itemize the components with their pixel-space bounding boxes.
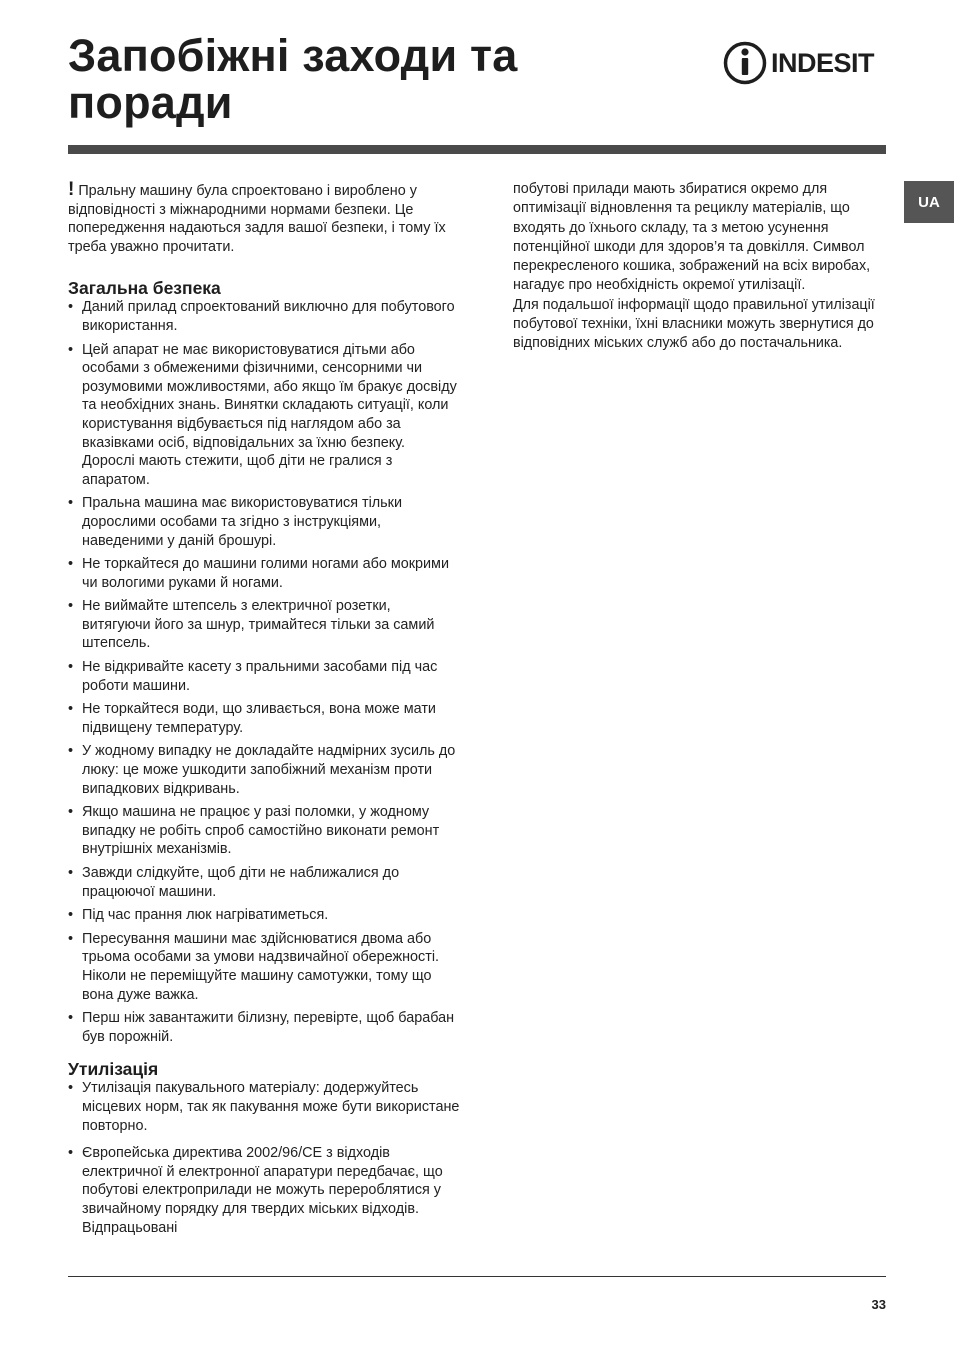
brand-logo <box>723 40 886 86</box>
list-item: • Не торкайтеся до машини голими ногами або мокрими чи вологими руками й ногами. <box>68 555 460 592</box>
disposal-continuation: побутові прилади мають збиратися окремо для оптимізації відновлення та рециклу матеріалів, що входять до їхнього складу, та з метою усунення потенційної шкоди для здоров’я та довкілля. Символ перекресленого кошика, зображений на всіх виробах, нагадує про необхідність окремої утилізації. <box>513 181 871 294</box>
list-item: • Утилізація пакувального матеріалу: додержуйтесь місцевих норм, так як пакування може бути використане повторно. <box>68 1079 460 1135</box>
header-divider <box>68 145 886 154</box>
list-item: • Не відкривайте касету з пральними засобами під час роботи машини. <box>68 658 460 695</box>
page-title-line-1: Запобіжні заходи та <box>68 30 518 81</box>
disposal-list <box>68 1079 460 1237</box>
list-item: • У жодному випадку не докладайте надмірних зусиль до люку: це може ушкодити запобіжний механізм проти випадкових відкривань. <box>68 742 460 798</box>
brand-logo-i-icon <box>723 41 767 85</box>
right-column <box>513 180 883 354</box>
list-item: • Під час прання люк нагріватиметься. <box>68 906 460 925</box>
list-item: • Цей апарат не має використовуватися дітьми або особами з обмеженими фізичними, сенсорними чи розумовими можливостями, або якщо їм бракує досвіду та необхідних знань. Винятки складають ситуації, коли користування відбувається під наглядом або за вказівками осіб, відповідальних за їхню безпеку. Дорослі мають стежити, щоб діти не гралися з апаратом. <box>68 341 460 490</box>
disposal-more-info: Для подальшої інформації щодо правильної утилізації побутової техніки, їхні власники можуть звернутися до відповідних міських служб або до постачальника. <box>513 296 875 352</box>
list-item: • Пральна машина має використовуватися тільки дорослими особами та згідно з інструкціями, наведеними у даній брошурі. <box>68 494 460 550</box>
list-item: • Європейська директива 2002/96/CE з відходів електричної й електронної апаратури передбачає, що побутові електроприлади не можуть перероблятися у звичайному порядку для твердих міських відходів. Відпрацьовані <box>68 1144 460 1237</box>
language-tab: UA <box>904 181 954 223</box>
page-title-line-2: поради <box>68 77 233 128</box>
general-safety-list <box>68 298 460 1046</box>
list-item: • Не виймайте штепсель з електричної розетки, витягуючи його за шнур, тримайтеся тільки за самий штепсель. <box>68 597 460 653</box>
list-item: • Не торкайтеся води, що зливається, вона може мати підвищену температуру. <box>68 700 460 737</box>
page-number: 33 <box>871 1297 886 1312</box>
intro-text: Пральну машину була спроектовано і вироблено у відповідності з міжнародними нормами безпеки. Це попередження надаються задля вашої безпеки, і тому їх треба уважно прочитати. <box>68 183 446 255</box>
list-item: • Перш ніж завантажити білизну, перевірте, щоб барабан був порожній. <box>68 1009 460 1046</box>
list-item: • Якщо машина не працює у разі поломки, у жодному випадку не робіть спроб самостійно виконати ремонт внутрішніх механізмів. <box>68 803 460 859</box>
warning-mark: ! <box>68 179 75 200</box>
section-heading-general-safety: Загальна безпека <box>68 278 221 299</box>
footer-divider <box>68 1276 886 1277</box>
intro-paragraph <box>68 181 460 256</box>
left-column <box>68 181 460 1242</box>
section-heading-disposal: Утилізація <box>68 1059 159 1080</box>
brand-name: INDESIT <box>771 48 875 78</box>
list-item: • Пересування машини має здійснюватися двома або трьома особами за умови надзвичайної обережності. Ніколи не переміщуйте машину самотужки, тому що вона дуже важка. <box>68 930 460 1004</box>
list-item: • Даний прилад спроектований виключно для побутового використання. <box>68 298 460 335</box>
list-item: • Завжди слідкуйте, щоб діти не наближалися до працюючої машини. <box>68 864 460 901</box>
page-title <box>68 32 517 126</box>
